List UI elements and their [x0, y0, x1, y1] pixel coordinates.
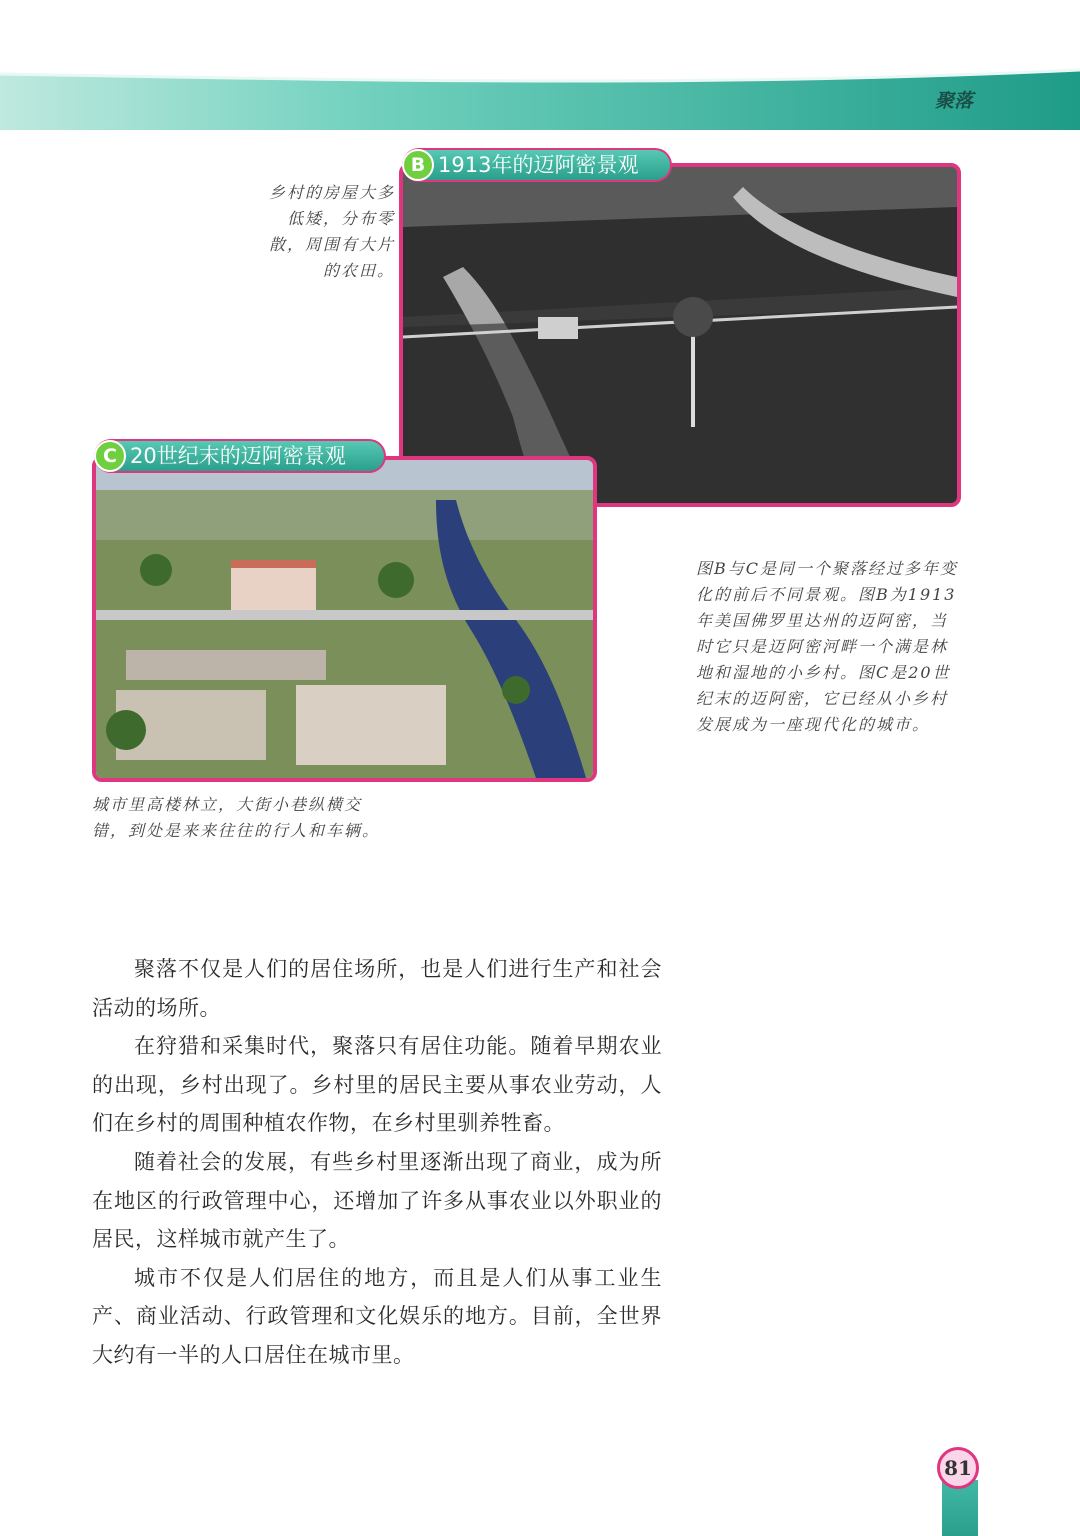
figure-b-title: 1913年的迈阿密景观 [438, 153, 639, 177]
chapter-title: 聚落 [935, 90, 974, 112]
figure-c-title-tab [94, 439, 386, 473]
page-number: 81 [937, 1447, 979, 1489]
caption-comparison: 图B与C是同一个聚落经过多年变化的前后不同景观。图B为1913年美国佛罗里达州的迈阿密，当时它只是迈阿密河畔一个满是林地和湿地的小乡村。图C是20世纪末的迈阿密，它已经从小乡村发展成为一座现代化的城市。 [696, 559, 959, 734]
paragraph: 聚落不仅是人们的居住场所，也是人们进行生产和社会活动的场所。 [92, 957, 662, 1020]
paragraph: 随着社会的发展，有些乡村里逐渐出现了商业，成为所在地区的行政管理中心，还增加了许多从事农业以外职业的居民，这样城市就产生了。 [92, 1149, 662, 1252]
caption-city: 城市里高楼林立，大街小巷纵横交错，到处是来来往往的行人和车辆。 [92, 795, 381, 840]
paragraph: 城市不仅是人们居住的地方，而且是人们从事工业生产、商业活动、行政管理和文化娱乐的地方。目前，全世界大约有一半的人口居住在城市里。 [92, 1265, 662, 1367]
photo-20th-century-miami [92, 456, 597, 782]
figure-b-badge: B [402, 149, 434, 181]
body-text [92, 950, 662, 1375]
figure-c-title: 20世纪末的迈阿密景观 [130, 444, 346, 468]
header-band [0, 60, 1080, 130]
figure-c-badge: C [94, 440, 126, 472]
caption-village: 乡村的房屋大多低矮，分布零散，周围有大片的农田。 [268, 183, 395, 280]
paragraph: 在狩猎和采集时代，聚落只有居住功能。随着早期农业的出现，乡村出现了。乡村里的居民主要从事农业劳动，人们在乡村的周围种植农作物，在乡村里驯养牲畜。 [92, 1034, 662, 1136]
figure-b-title-tab [402, 148, 672, 182]
